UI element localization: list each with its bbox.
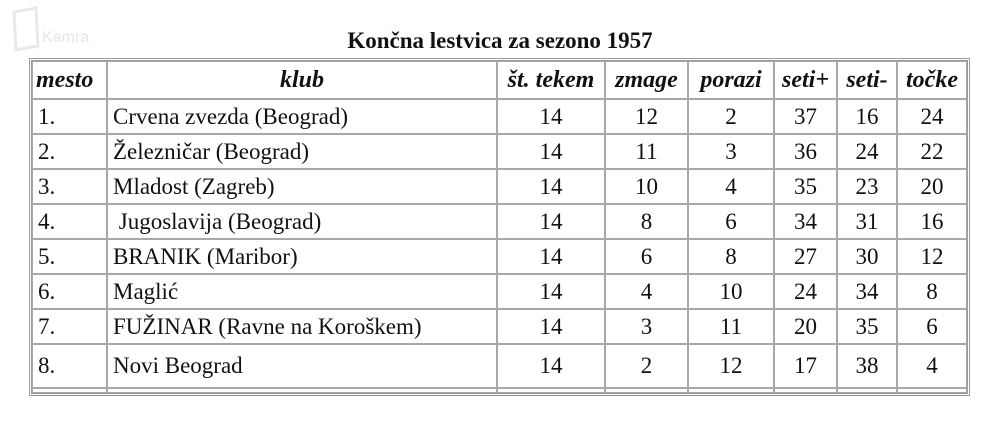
- empty-cell: [605, 388, 688, 393]
- table-row: [32, 204, 967, 239]
- cell-porazi: 2: [688, 99, 774, 134]
- cell-st-tekem: 14: [497, 169, 605, 204]
- empty-cell: [774, 388, 837, 393]
- cell-mesto: 3.: [32, 169, 107, 204]
- header-row: [32, 61, 967, 99]
- cell-zmage: 12: [605, 99, 688, 134]
- cell-klub: FUŽINAR (Ravne na Koroškem): [107, 309, 497, 344]
- empty-cell: [497, 388, 605, 393]
- cell-porazi: 11: [688, 309, 774, 344]
- cell-st-tekem: 14: [497, 204, 605, 239]
- cell-mesto: 6.: [32, 274, 107, 309]
- page-title: Končna lestvica za sezono 1957: [347, 28, 653, 53]
- table-row: [32, 274, 967, 309]
- header-klub: klub: [107, 61, 497, 99]
- cell-seti-plus: 34: [774, 204, 837, 239]
- header-tocke: točke: [897, 61, 967, 99]
- cell-st-tekem: 14: [497, 274, 605, 309]
- cell-porazi: 12: [688, 344, 774, 388]
- cell-seti-plus: 37: [774, 99, 837, 134]
- cell-mesto: 4.: [32, 204, 107, 239]
- table-row: [32, 344, 967, 388]
- cell-mesto: 1.: [32, 99, 107, 134]
- cell-seti-minus: 31: [837, 204, 897, 239]
- cell-tocke: 6: [897, 309, 967, 344]
- cell-tocke: 24: [897, 99, 967, 134]
- cell-seti-plus: 27: [774, 239, 837, 274]
- cell-zmage: 10: [605, 169, 688, 204]
- empty-cell: [897, 388, 967, 393]
- header-zmage: zmage: [605, 61, 688, 99]
- cell-seti-minus: 16: [837, 99, 897, 134]
- cell-st-tekem: 14: [497, 344, 605, 388]
- svg-text:Kamra: Kamra: [42, 29, 90, 46]
- table-row: [32, 134, 967, 169]
- empty-cell: [32, 388, 107, 393]
- empty-cell: [688, 388, 774, 393]
- cell-seti-plus: 24: [774, 274, 837, 309]
- table-row: [32, 169, 967, 204]
- standings-table: [29, 58, 970, 396]
- cell-klub: Železničar (Beograd): [107, 134, 497, 169]
- empty-cell: [107, 388, 497, 393]
- cell-mesto: 2.: [32, 134, 107, 169]
- cell-st-tekem: 14: [497, 309, 605, 344]
- empty-cell: [837, 388, 897, 393]
- cell-st-tekem: 14: [497, 134, 605, 169]
- cell-tocke: 4: [897, 344, 967, 388]
- cell-zmage: 3: [605, 309, 688, 344]
- cell-tocke: 20: [897, 169, 967, 204]
- header-porazi: porazi: [688, 61, 774, 99]
- header-seti-minus: seti-: [837, 61, 897, 99]
- cell-mesto: 5.: [32, 239, 107, 274]
- cell-seti-minus: 35: [837, 309, 897, 344]
- cell-porazi: 6: [688, 204, 774, 239]
- cell-seti-minus: 24: [837, 134, 897, 169]
- cell-zmage: 8: [605, 204, 688, 239]
- cell-zmage: 2: [605, 344, 688, 388]
- cell-klub: Crvena zvezda (Beograd): [107, 99, 497, 134]
- cell-zmage: 6: [605, 239, 688, 274]
- cell-tocke: 22: [897, 134, 967, 169]
- cell-seti-minus: 23: [837, 169, 897, 204]
- cell-klub: BRANIK (Maribor): [107, 239, 497, 274]
- cell-zmage: 4: [605, 274, 688, 309]
- cell-klub: Mladost (Zagreb): [107, 169, 497, 204]
- cell-st-tekem: 14: [497, 99, 605, 134]
- cell-st-tekem: 14: [497, 239, 605, 274]
- cell-mesto: 7.: [32, 309, 107, 344]
- table-row: [32, 99, 967, 134]
- cell-seti-minus: 38: [837, 344, 897, 388]
- cell-tocke: 12: [897, 239, 967, 274]
- table-row: [32, 309, 967, 344]
- cell-seti-plus: 17: [774, 344, 837, 388]
- header-mesto: mesto: [32, 61, 107, 99]
- header-st-tekem: št. tekem: [497, 61, 605, 99]
- cell-seti-plus: 35: [774, 169, 837, 204]
- cell-porazi: 3: [688, 134, 774, 169]
- table-row: [32, 239, 967, 274]
- cell-porazi: 8: [688, 239, 774, 274]
- table-bottom-border-row: [32, 388, 967, 393]
- cell-klub: Jugoslavija (Beograd): [107, 204, 497, 239]
- cell-tocke: 8: [897, 274, 967, 309]
- cell-porazi: 4: [688, 169, 774, 204]
- cell-zmage: 11: [605, 134, 688, 169]
- header-seti-plus: seti+: [774, 61, 837, 99]
- cell-seti-plus: 36: [774, 134, 837, 169]
- cell-tocke: 16: [897, 204, 967, 239]
- cell-klub: Novi Beograd: [107, 344, 497, 388]
- cell-mesto: 8.: [32, 344, 107, 388]
- cell-porazi: 10: [688, 274, 774, 309]
- cell-seti-minus: 30: [837, 239, 897, 274]
- cell-seti-plus: 20: [774, 309, 837, 344]
- cell-klub: Maglić: [107, 274, 497, 309]
- cell-seti-minus: 34: [837, 274, 897, 309]
